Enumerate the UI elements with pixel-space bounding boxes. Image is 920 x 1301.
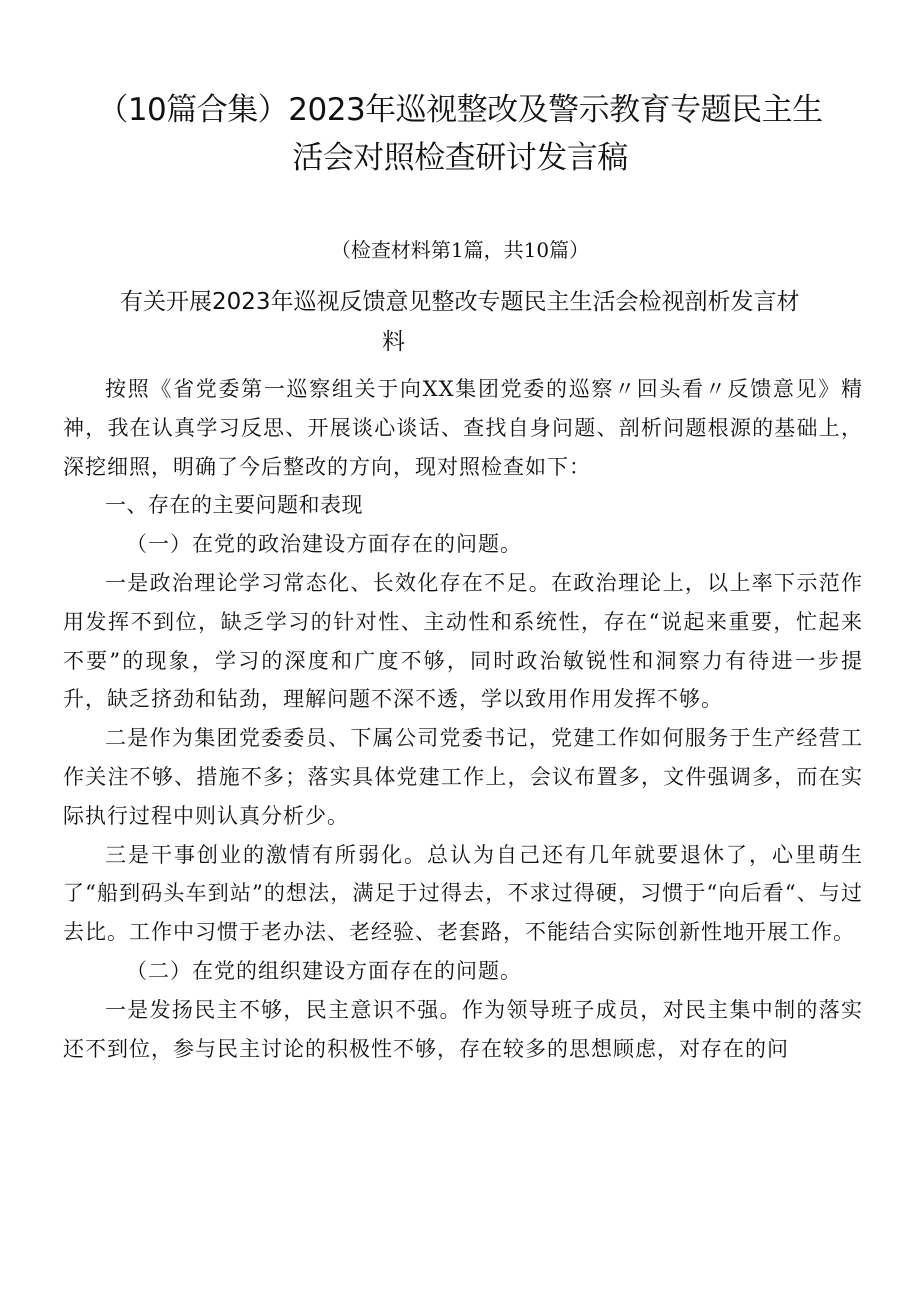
paragraph-item-3: 三是干事创业的激情有所弱化。总认为自己还有几年就要退休了，心里萌生了“船到码头车到站”的想法，满足于过得去，不求过得硬，习惯于“向后看“、与过去比。工作中习惯于老办法、老经验、老套路，不能结合实际创新性地开展工作。 [63,842,863,945]
document-body [63,370,863,1068]
subheading-political-construction: （一）在党的政治建设方面存在的问题。 [126,532,522,557]
document-title [60,86,860,182]
document-subtitle: （检查材料第1篇，共10篇） [330,238,590,262]
document-title-line2: 活会对照检查研讨发言稿 [292,140,628,176]
paragraph-item-1: 一是政治理论学习常态化、长效化存在不足。在政治理论上，以上率下示范作用发挥不到位，缺乏学习的针对性、主动性和系统性，存在“说起来重要，忙起来不要”的现象，学习的深度和广度不够，同时政治敏锐性和洞察力有待进一步提升，缺乏挤劲和钻劲，理解问题不深不透，学以致用作用发挥不够。 [63,570,863,712]
subheading-organizational-construction: （二）在党的组织建设方面存在的问题。 [126,958,522,983]
paragraph-item-2: 二是作为集团党委委员、下属公司党委书记，党建工作如何服务于生产经营工作关注不够、措施不多；落实具体党建工作上，会议布置多，文件强调多，而在实际执行过程中则认真分析少。 [63,726,863,828]
section-title-line1: 有关开展2023年巡视反馈意见整改专题民主生活会检视剖析发言材 [120,289,800,315]
document-title-line1: （10篇合集）2023年巡视整改及警示教育专题民主生 [97,92,823,128]
heading-main-problems: 一、存在的主要问题和表现 [105,493,363,518]
section-title [120,282,870,362]
paragraph-intro: 按照《省党委第一巡察组关于向XX集团党委的巡察〃回头看〃反馈意见》精神，我在认真学习反思、开展谈心谈话、查找自身问题、剖析问题根源的基础上，深挖细照，明确了今后整改的方向，现对照检查如下： [63,377,863,479]
section-title-line2: 料 [382,329,405,355]
paragraph-item-4: 一是发扬民主不够，民主意识不强。作为领导班子成员，对民主集中制的落实还不到位，参与民主讨论的积极性不够，存在较多的思想顾虑，对存在的问 [63,997,863,1061]
